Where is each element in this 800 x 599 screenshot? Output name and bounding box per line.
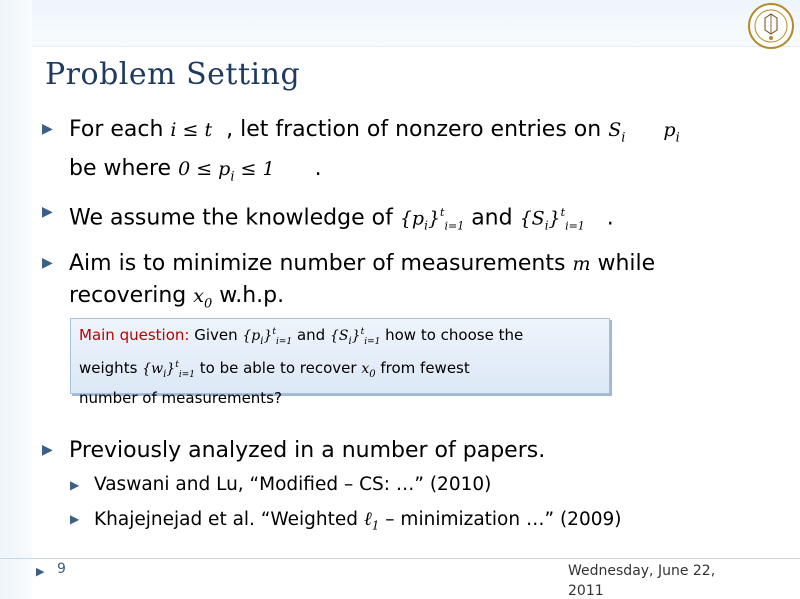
math-set-S: {S <box>519 207 545 230</box>
header-band <box>0 0 800 47</box>
sub-bullet-2 <box>42 504 782 541</box>
sub-bullet-1-text: Vaswani and Lu, “Modified – CS: …” (2010) <box>94 473 492 495</box>
callout-math-p-sup: t <box>272 327 277 337</box>
callout-math-w: {w <box>142 361 164 377</box>
callout-text-f: from fewest <box>375 359 470 377</box>
page-number: 9 <box>57 561 66 577</box>
bullet-1 <box>42 114 782 193</box>
math-set-S-lim: i=1 <box>565 219 585 233</box>
math-ell: ℓ <box>363 507 372 530</box>
bullet-3 <box>42 248 782 319</box>
math-set-S-sup: t <box>560 205 566 219</box>
callout-math-p-sub: i <box>260 336 264 347</box>
page-marker-icon: ▶ <box>36 565 45 578</box>
bullet-3-text-a: Aim is to minimize number of measurements <box>69 250 573 276</box>
sub-bullet-1 <box>42 470 782 500</box>
bullet-1-text-c: be where <box>69 156 179 182</box>
math-le-1: ≤ 1 <box>234 158 275 181</box>
footer-divider <box>0 558 800 559</box>
bullet-arrow-icon: ▶ <box>42 441 53 458</box>
math-x0: x <box>193 284 204 307</box>
slide-title: Problem Setting <box>45 57 301 92</box>
bullet-1-period: . <box>314 156 322 182</box>
bullet-2-text-b: and <box>464 205 520 231</box>
bullet-arrow-icon: ▶ <box>42 254 53 271</box>
math-p-sub: i <box>675 130 680 146</box>
callout-text-c: how to choose the <box>380 326 524 344</box>
callout-text-b: and <box>292 326 330 344</box>
date-line-2: 2011 <box>568 583 604 599</box>
math-x0-sub: 0 <box>203 295 213 311</box>
sub-bullet-arrow-icon: ▶ <box>70 511 80 526</box>
math-ell-sub: 1 <box>371 518 380 533</box>
bullet-2-period: . <box>606 205 614 231</box>
callout-math-x: x <box>361 361 370 377</box>
callout-text-e: to be able to recover <box>194 359 362 377</box>
bullet-3-text-c: recovering <box>69 282 194 308</box>
main-question-callout: Main question: Given $\{p_i\}^t_{i=1}$ and $\{S_i\}^t_{i=1}$ how to choose the weights $\{w_i\}^t_{i=1}$ to be able to recover $x_0$ from fewest number of measurements? <box>70 318 610 394</box>
bullet-arrow-icon: ▶ <box>42 121 53 137</box>
math-set-p-sup: t <box>440 205 445 219</box>
callout-math-w-lim: i=1 <box>178 370 195 380</box>
callout-text-d: weights <box>79 359 143 377</box>
left-band <box>0 0 32 599</box>
bullet-arrow-icon: ▶ <box>42 203 53 220</box>
bullet-2-text-a: We assume the knowledge of <box>69 205 400 231</box>
math-p: p <box>663 119 676 141</box>
callout-text-a: Given <box>189 326 243 344</box>
callout-math-p: {p <box>242 328 261 344</box>
math-S-sub: i <box>621 130 626 146</box>
bullet-4-text: Previously analyzed in a number of papers. <box>69 437 546 463</box>
callout-math-S: {S <box>329 328 349 344</box>
bullet-3-text-b: while <box>590 250 656 276</box>
slide-date <box>568 561 748 599</box>
math-0-le-p: 0 ≤ p <box>178 158 231 181</box>
callout-math-p-lim: i=1 <box>276 337 293 347</box>
sub-bullet-arrow-icon: ▶ <box>70 477 80 492</box>
bullet-4 <box>42 435 782 466</box>
math-set-S-sub: i <box>544 218 549 233</box>
math-set-p: {p <box>399 207 425 230</box>
bullet-2: ▶ We assume the knowledge of $\{p_i\}^t_{i=1}$ and $\{S_i\}^t_{i=1}$ . <box>42 197 782 242</box>
math-m: m <box>572 252 591 275</box>
bullet-1-text-b: , let fraction of nonzero entries on <box>226 117 609 142</box>
university-seal-logo <box>746 2 796 50</box>
bullet-3-text-d: w.h.p. <box>212 282 285 308</box>
callout-math-x-sub: 0 <box>369 369 376 380</box>
math-i-le-t: i ≤ t <box>170 119 213 141</box>
math-set-p-lim: i=1 <box>444 219 465 233</box>
callout-math-w-sub: i <box>163 369 167 380</box>
callout-text-g: number of measurements? <box>79 389 282 407</box>
callout-math-S-sub: i <box>348 336 352 347</box>
math-S: S <box>608 119 622 141</box>
bullet-1-text-a: For each <box>69 117 171 142</box>
callout-math-S-sup: t <box>360 327 365 337</box>
date-line-1: Wednesday, June 22, <box>568 563 716 579</box>
callout-label: Main question: <box>79 326 190 344</box>
sub-bullet-2-text-b: – minimization …” (2009) <box>379 508 622 530</box>
math-set-p-sub: i <box>424 218 428 233</box>
callout-math-w-sup: t <box>175 360 179 370</box>
math-p-sub-2: i <box>230 169 235 185</box>
callout-math-S-lim: i=1 <box>364 337 381 347</box>
sub-bullet-2-text-a: Khajejnejad et al. “Weighted <box>94 508 364 530</box>
